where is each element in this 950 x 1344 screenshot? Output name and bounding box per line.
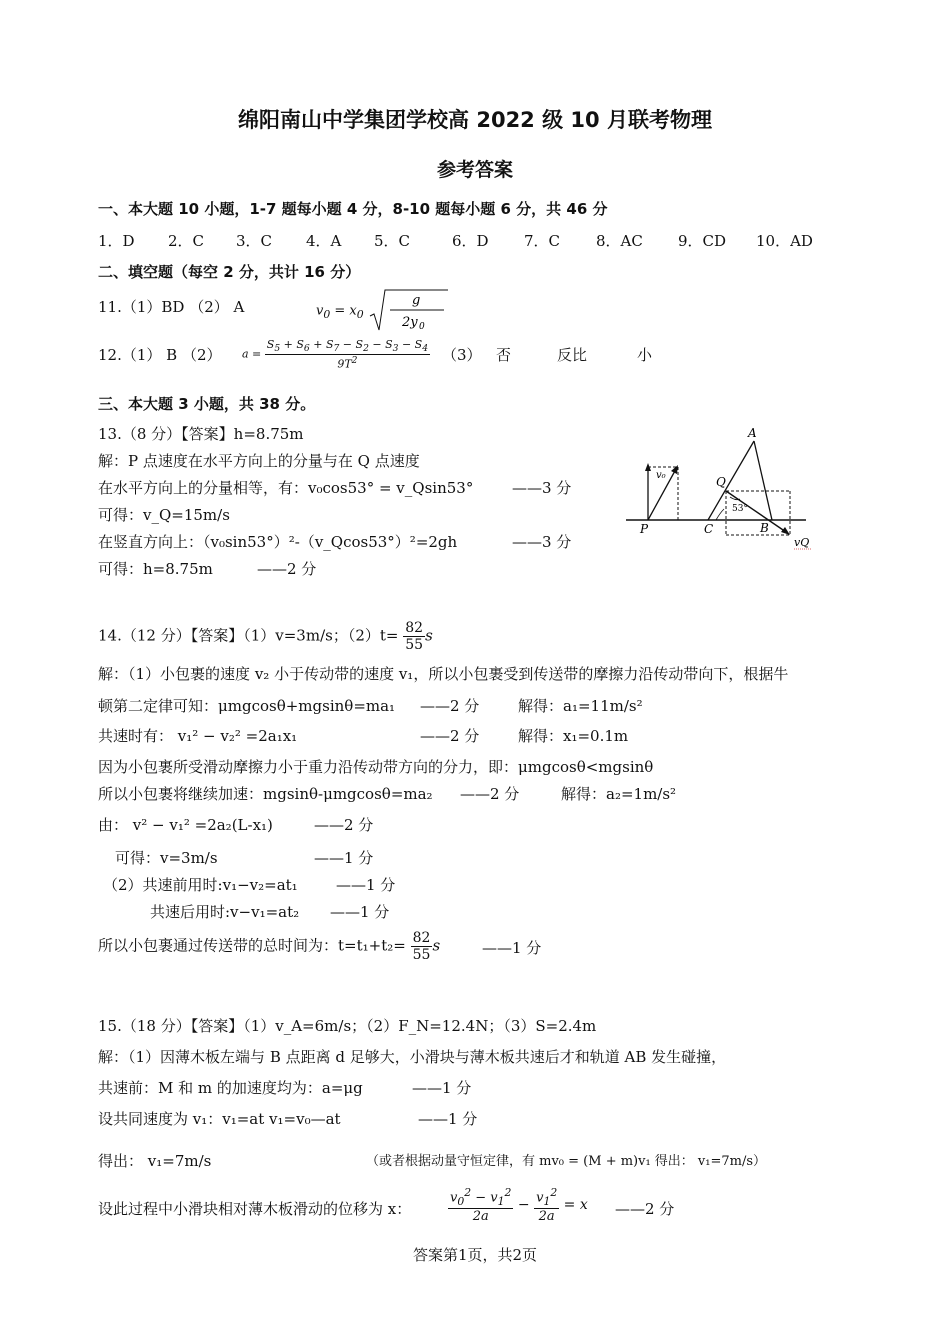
q11-answer: 11.（1）BD （2） A (98, 298, 245, 316)
q14-score-3: ——2 分 (460, 785, 520, 803)
q13-line-4: 可得：v_Q=15m/s (98, 506, 230, 524)
sqrt-icon (368, 288, 450, 334)
answer-6: 6．D (452, 232, 489, 250)
q12-part3: （3） (442, 346, 482, 364)
q14-line-11 (98, 930, 440, 963)
q14-result-1: 解得：a₁=11m/s² (518, 697, 643, 715)
track-ab (754, 441, 772, 520)
section-2-heading: 二、填空题（每空 2 分，共计 16 分） (98, 263, 361, 281)
angle-label: 53° (732, 504, 748, 514)
answer-3: 3．C (236, 232, 273, 250)
answer-1: 1．D (98, 232, 135, 250)
q14-score-1: ——2 分 (420, 697, 480, 715)
q14-score-7: ——1 分 (330, 903, 390, 921)
svg-text:2y: 2y (401, 315, 418, 330)
point-q-label: Q (716, 475, 726, 489)
q14-line-2: 解：（1）小包裹的速度 v₂ 小于传动带的速度 v₁，所以小包裹受到传送带的摩擦力沿传动带向下，根据牛 (98, 665, 789, 683)
answer-10: 10．AD (756, 232, 813, 250)
point-c-label: C (704, 522, 714, 536)
q14-score-6: ——1 分 (336, 876, 396, 894)
answer-5: 5．C (374, 232, 411, 250)
q14-fraction-1 (403, 620, 425, 653)
answer-7: 7．C (524, 232, 561, 250)
q13-line-3: 在水平方向上的分量相等，有：v₀cos53° = v_Qsin53° (98, 479, 474, 497)
page-title: 绵阳南山中学集团学校高 2022 级 10 月联考物理 (238, 108, 712, 132)
q13-score-3: ——2 分 (257, 560, 317, 578)
answer-8: 8．AC (596, 232, 643, 250)
q14-result-2: 解得：x₁=0.1m (518, 727, 629, 745)
q14-line-4: 共速时有： v₁² − v₂² =2a₁x₁ (98, 727, 298, 745)
point-a-label: A (748, 426, 757, 440)
q14-line-9: （2）共速前用时:v₁−v₂=at₁ (103, 876, 298, 894)
q13-line-5: 在竖直方向上：（v₀sin53°）²-（v_Qcos53°）²=2gh (98, 533, 458, 551)
q15-line-4: 设共同速度为 v₁：v₁=at v₁=v₀—at (98, 1110, 341, 1128)
v0-label: v₀ (656, 470, 666, 481)
angle-c-arc (716, 509, 724, 520)
svg-text:0: 0 (418, 322, 425, 332)
section-1-heading: 一、本大题 10 小题，1-7 题每小题 4 分，8-10 题每小题 6 分，共 46 分 (98, 200, 608, 218)
answer-4: 4．A (306, 232, 342, 250)
fraction-denominator: 55 (405, 637, 424, 653)
q13-line-2: 解：P 点速度在水平方向上的分量与在 Q 点速度 (98, 452, 420, 470)
arrow-head-icon (671, 465, 678, 474)
answer-9: 9．CD (678, 232, 727, 250)
fraction-denominator: 55 (412, 947, 431, 963)
q14-total-time-text: 所以小包裹通过传送带的总时间为：t=t₁+t₂= (98, 936, 406, 955)
section-3-heading: 三、本大题 3 小题，共 38 分。 (98, 395, 316, 413)
q14-line-6: 所以小包裹将继续加速：mgsinθ-μmgcosθ=ma₂ (98, 785, 433, 803)
q15-momentum-note: （或者根据动量守恒定律，有 mv₀ = (M + m)v₁ 得出： v₁=7m/s） (366, 1154, 767, 1169)
page-footer: 答案第1页，共2页 (412, 1246, 538, 1264)
q13-line-6: 可得：h=8.75m (98, 560, 213, 578)
q14-score-2: ——2 分 (420, 727, 480, 745)
vq-label: vQ (794, 536, 810, 549)
fraction-unit: s (432, 936, 441, 955)
q14-line-1 (98, 620, 433, 653)
arrow-head-icon (781, 527, 790, 535)
q12-answer-3: 否 (496, 346, 512, 364)
q15-formula: $\frac{v_0^2 - v_1^2}{2a}$ − $\frac{v_1^2}{2a}$ = x (450, 1186, 588, 1224)
q14-score-8: ——1 分 (482, 939, 542, 957)
q14-line-7: 由： v² − v₁² =2a₂(L-x₁) (98, 816, 273, 834)
q15-line-1: 15.（18 分）【答案】（1）v_A=6m/s；（2）F_N=12.4N；（3）S=2.4m (98, 1017, 597, 1035)
q15-line-6: 设此过程中小滑块相对薄木板滑动的位移为 x： (98, 1200, 412, 1218)
q13-line-1: 13.（8 分）【答案】h=8.75m (98, 425, 304, 443)
q14-line-3: 顿第二定律可知：μmgcosθ+mgsinθ=ma₁ (98, 697, 396, 715)
fraction-numerator: 82 (412, 930, 431, 946)
q15-line-5: 得出： v₁=7m/s (98, 1152, 212, 1170)
q15-score-2: ——1 分 (418, 1110, 478, 1128)
q12-formula: a = $\frac{S_5 + S_6 + S_7 - S_2 - S_3 - S_4}{9T^2}$ (242, 338, 429, 371)
answer-2: 2．C (168, 232, 205, 250)
q14-line-10: 共速后用时:v−v₁=at₂ (150, 903, 300, 921)
fraction-unit: s (425, 626, 433, 645)
q14-result-3: 解得：a₂=1m/s² (561, 785, 677, 803)
q14-score-5: ——1 分 (314, 849, 374, 867)
q13-score-2: ——3 分 (512, 533, 572, 551)
q12-answer-5: 小 (637, 346, 653, 364)
q12-answer: 12.（1） B （2） (98, 346, 222, 364)
q14-fraction-2 (411, 930, 433, 963)
q14-line-5: 因为小包裹所受滑动摩擦力小于重力沿传动带方向的分力，即：μmgcosθ<mgsinθ (98, 758, 654, 776)
q13-score-1: ——3 分 (512, 479, 572, 497)
page-subtitle: 参考答案 (436, 159, 513, 181)
q11-formula: $v_0 = x_0$ g 2y 0 (316, 288, 450, 334)
fraction-numerator: 82 (405, 620, 424, 636)
q15-score-3: ——2 分 (615, 1200, 675, 1218)
svg-text:g: g (411, 293, 421, 308)
point-b-label: B (760, 521, 769, 535)
q14-answer-text: 14.（12 分）【答案】（1）v=3m/s；（2）t= (98, 626, 399, 645)
point-p-label: P (640, 522, 649, 536)
mc-answers (98, 230, 858, 251)
q15-line-2: 解：（1）因薄木板左端与 B 点距离 d 足够大，小滑块与薄木板共速后才和轨道 AB 发生碰撞， (98, 1048, 727, 1066)
q12-answer-4: 反比 (557, 346, 588, 364)
q14-score-4: ——2 分 (314, 816, 374, 834)
q15-line-3: 共速前：M 和 m 的加速度均为：a=μg (98, 1079, 363, 1097)
projectile-diagram (620, 425, 820, 555)
q14-line-8: 可得：v=3m/s (115, 849, 218, 867)
q15-score-1: ——1 分 (412, 1079, 472, 1097)
